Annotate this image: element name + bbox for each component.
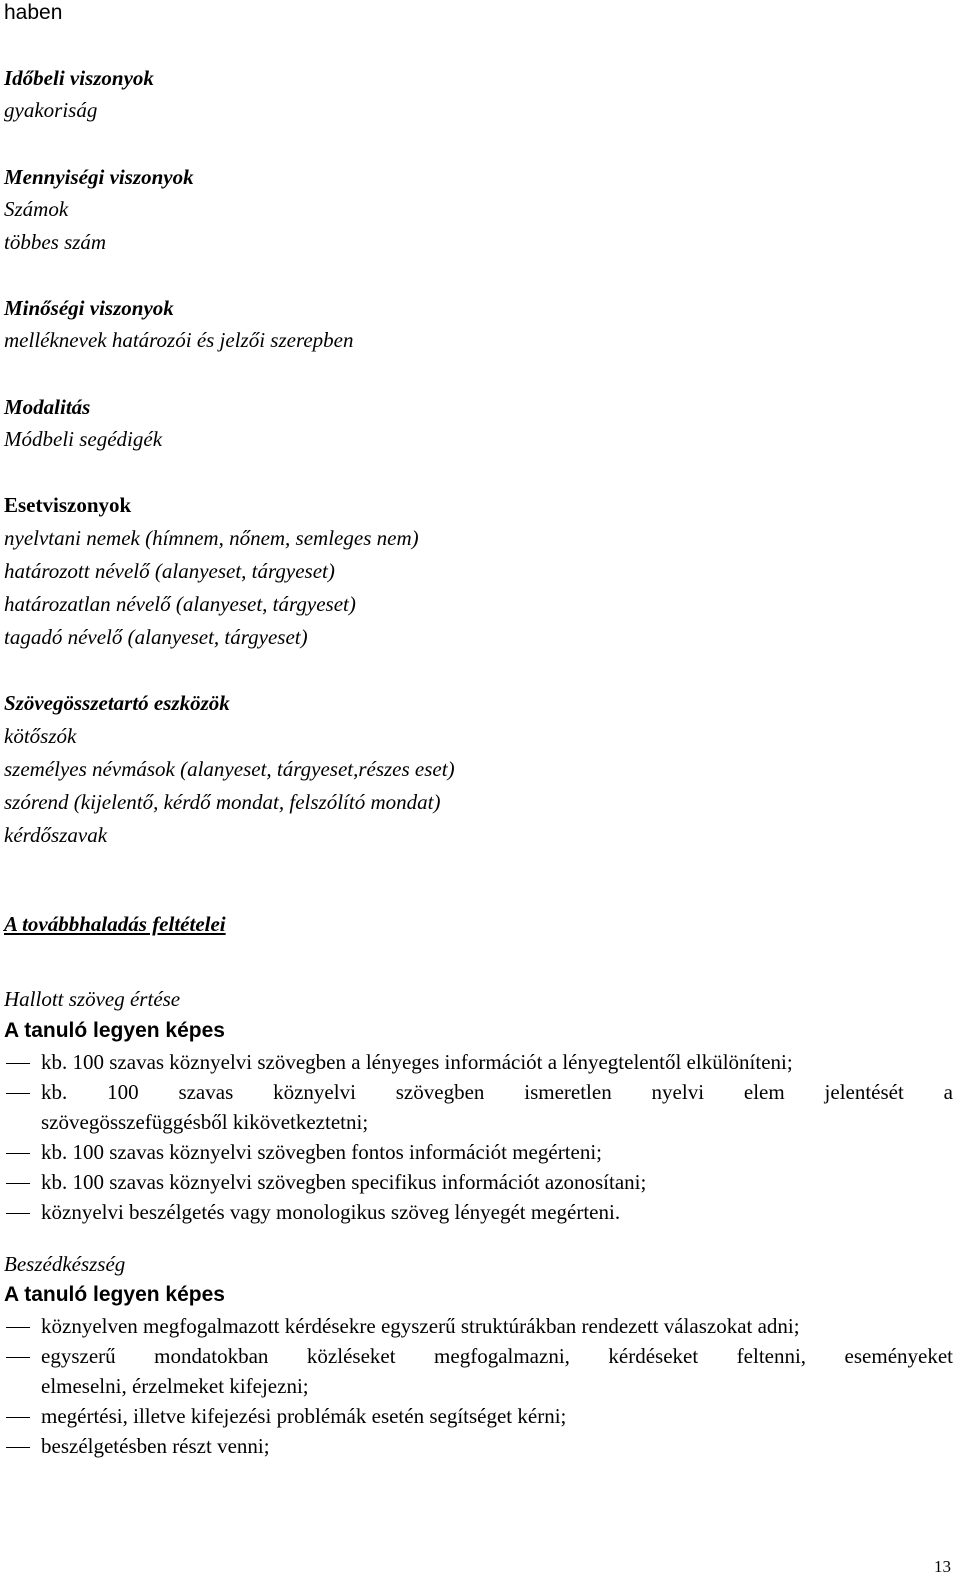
bullet-dash (6, 1417, 30, 1418)
bullet-dash (6, 1327, 30, 1328)
speaking-bullet: megértési, illetve kifejezési problémák esetén segítséget kérni; (41, 1404, 567, 1428)
page-number: 13 (934, 1557, 951, 1576)
quantity-item: többes szám (4, 230, 107, 254)
listening-heading: Hallott szöveg értése (4, 987, 181, 1011)
bullet-dash (6, 1357, 30, 1358)
listening-bullet-continuation: szövegösszefüggésből kikövetkeztetni; (41, 1110, 369, 1134)
temporal-heading: Időbeli viszonyok (4, 66, 154, 90)
cohesion-item: személyes névmások (alanyeset, tárgyeset,részes eset) (4, 757, 455, 781)
modality-item: Módbeli segédigék (4, 427, 163, 451)
speaking-bullet: köznyelven megfogalmazott kérdésekre egyszerű struktúrákban rendezett válaszokat adni; (41, 1314, 800, 1338)
cases-item: nyelvtani nemek (hímnem, nőnem, semleges nem) (4, 526, 419, 550)
listening-bullet: köznyelvi beszélgetés vagy monologikus szöveg lényegét megérteni. (41, 1200, 621, 1224)
quantity-item: Számok (4, 197, 69, 221)
cohesion-heading: Szövegösszetartó eszközök (4, 691, 230, 715)
progression-title: A továbbhaladás feltételei (4, 912, 226, 936)
cases-heading: Esetviszonyok (4, 493, 132, 517)
top-word: haben (4, 1, 63, 24)
speaking-heading: Beszédkészség (4, 1252, 126, 1276)
modality-heading: Modalitás (4, 395, 91, 419)
listening-bullet: kb. 100 szavas köznyelvi szövegben fontos információt megérteni; (41, 1140, 603, 1164)
quantity-heading: Mennyiségi viszonyok (4, 165, 194, 189)
listening-bullet: kb. 100 szavas köznyelvi szövegben ismeretlen nyelvi elem jelentését a (41, 1080, 953, 1104)
listening-intro: A tanuló legyen képes (4, 1019, 225, 1042)
quality-item: melléknevek határozói és jelzői szerepben (4, 328, 354, 352)
bullet-dash (6, 1093, 30, 1094)
cohesion-item: szórend (kijelentő, kérdő mondat, felszólító mondat) (4, 790, 441, 814)
bullet-dash (6, 1183, 30, 1184)
bullet-dash (6, 1063, 30, 1064)
listening-bullet: kb. 100 szavas köznyelvi szövegben a lényeges információt a lényegtelentől elkülöníteni; (41, 1050, 793, 1074)
speaking-bullet: beszélgetésben részt venni; (41, 1434, 270, 1458)
listening-bullet: kb. 100 szavas köznyelvi szövegben specifikus információt azonosítani; (41, 1170, 647, 1194)
bullet-dash (6, 1153, 30, 1154)
temporal-item: gyakoriság (4, 98, 98, 122)
quality-heading: Minőségi viszonyok (4, 296, 174, 320)
bullet-dash (6, 1213, 30, 1214)
cases-item: határozott névelő (alanyeset, tárgyeset) (4, 559, 335, 583)
cohesion-item: kérdőszavak (4, 823, 108, 847)
speaking-bullet: egyszerű mondatokban közléseket megfogalmazni, kérdéseket feltenni, eseményeket (41, 1344, 953, 1368)
speaking-bullet-continuation: elmeselni, érzelmeket kifejezni; (41, 1374, 309, 1398)
speaking-intro: A tanuló legyen képes (4, 1283, 225, 1306)
cases-item: tagadó névelő (alanyeset, tárgyeset) (4, 625, 308, 649)
cohesion-item: kötőszók (4, 724, 77, 748)
cases-item: határozatlan névelő (alanyeset, tárgyeset) (4, 592, 356, 616)
bullet-dash (6, 1447, 30, 1448)
